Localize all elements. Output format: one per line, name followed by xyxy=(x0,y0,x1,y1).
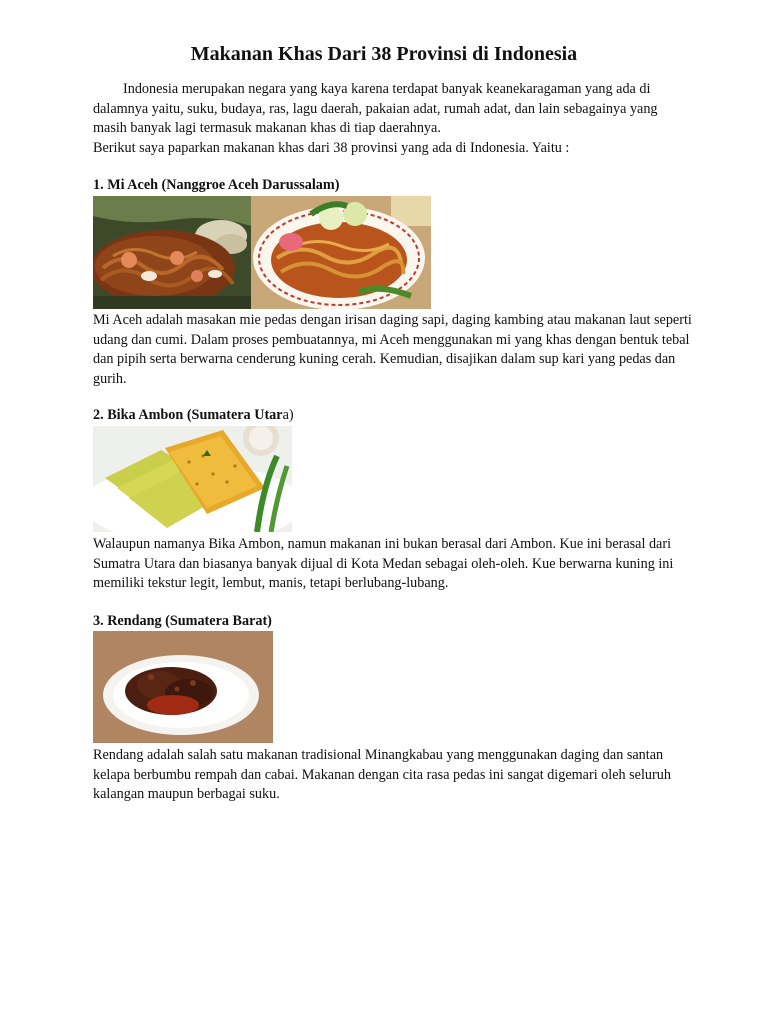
item-description-rendang: Rendang adalah salah satu makanan tradisional Minangkabau yang menggunakan daging dan santan kelapa berbumbu rempah dan cabai. Makanan dengan cita rasa pedas ini sangat digemari oleh seluruh kalangan maupun berbagai suku. xyxy=(93,747,671,802)
intro-section xyxy=(93,80,693,158)
mi-aceh-photo-left xyxy=(93,196,251,309)
intro-paragraph-2: Berikut saya paparkan makanan khas dari 38 provinsi yang ada di Indonesia. Yaitu : xyxy=(93,139,570,156)
item-heading-rendang: 3. Rendang (Sumatera Barat) xyxy=(93,613,272,629)
heading-bold-part: 2. Bika Ambon (Sumatera Utar xyxy=(93,407,283,423)
item-description-mi-aceh: Mi Aceh adalah masakan mie pedas dengan irisan daging sapi, daging kambing atau makanan laut seperti udang dan cumi. Dalam proses pembuatannya, mi Aceh menggunakan mi yang khas dengan bentuk tebal dan pipih serta berwarna cenderung kuning cerah. Kemudian, disajikan dalam sup kari yang pedas dan gurih. xyxy=(93,312,692,387)
heading-normal-part: a) xyxy=(282,407,294,423)
rendang-photo xyxy=(93,631,273,743)
page-title: Makanan Khas Dari 38 Provinsi di Indonesia xyxy=(190,43,578,65)
intro-paragraph: Indonesia merupakan negara yang kaya karena terdapat banyak keanekaragaman yang ada di dalamnya yaitu, suku, budaya, ras, lagu daerah, pakaian adat, rumah adat, dan lain sebagainya yang masih banyak lagi termasuk makanan khas di tiap daerahnya. xyxy=(93,81,658,136)
bika-ambon-photo xyxy=(93,426,292,532)
item-heading-mi-aceh: 1. Mi Aceh (Nanggroe Aceh Darussalam) xyxy=(93,177,340,193)
item-description-bika-ambon: Walaupun namanya Bika Ambon, namun makanan ini bukan berasal dari Ambon. Kue ini berasal dari Sumatra Utara dan biasanya banyak dijual di Kota Medan sebagai oleh-oleh. Kue berwarna kuning ini memiliki tekstur legit, lembut, manis, tetapi berlubang-lubang. xyxy=(93,536,674,591)
item-heading-bika-ambon xyxy=(93,406,294,425)
mi-aceh-photo-right xyxy=(251,196,431,309)
